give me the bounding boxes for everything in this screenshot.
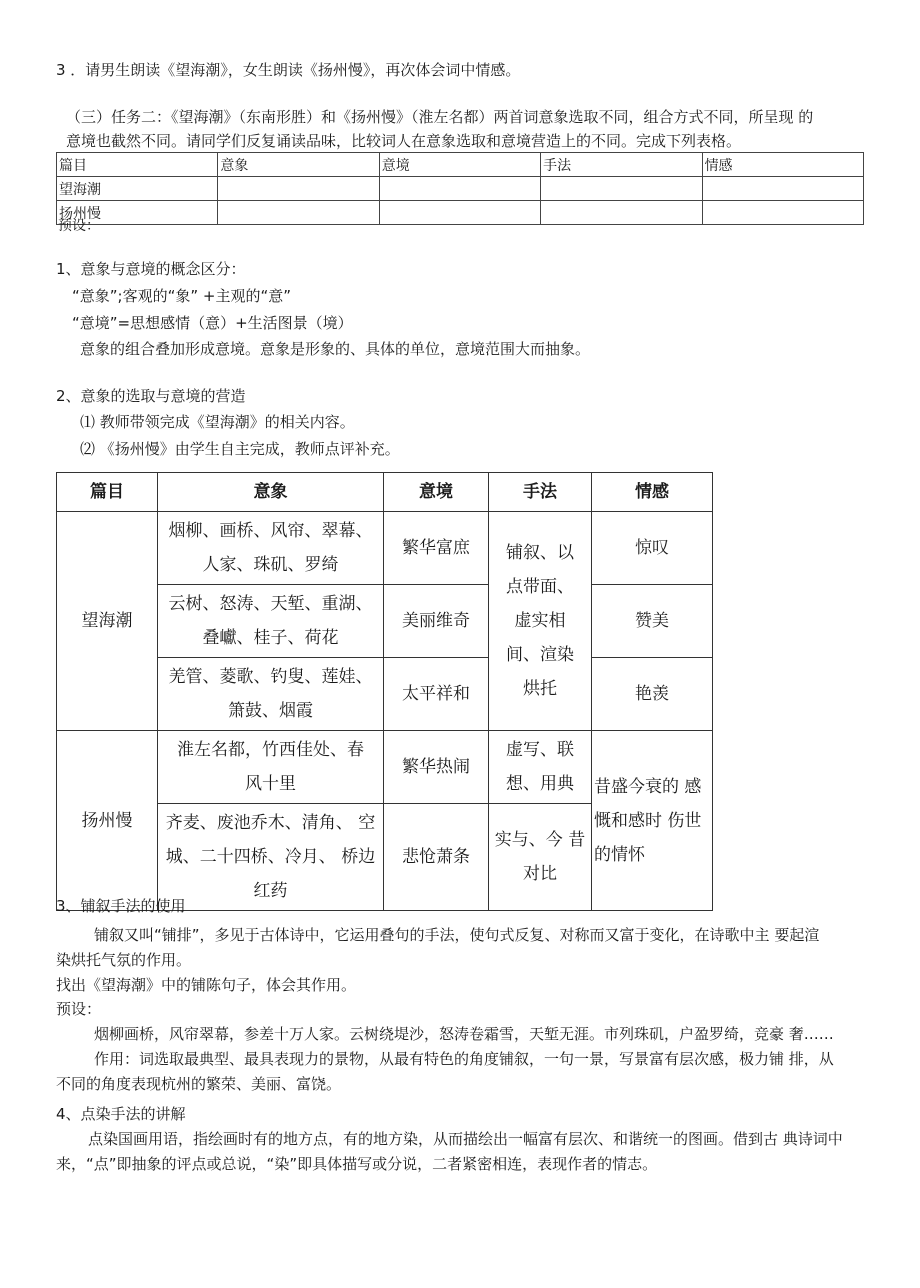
table-header-row	[57, 473, 713, 512]
imagery-cell: 淮左名都，竹西佳处、春 风十里	[158, 731, 384, 804]
table-cell: 扬州慢	[57, 201, 218, 225]
table-cell	[379, 177, 540, 201]
section-4-paragraph: 来，“点”即抽象的评点或总说，“染”即具体描写或分说，二者紧密相连，表现作者的情志。	[56, 1155, 658, 1173]
filled-comparison-table	[56, 472, 713, 911]
emotion-cell: 赞美	[592, 585, 713, 658]
table-row	[57, 731, 713, 804]
section-2-line: ⑴ 教师带领完成《望海潮》的相关内容。	[80, 413, 355, 431]
header-cell: 意境	[379, 153, 540, 177]
mood-cell: 美丽维奇	[384, 585, 489, 658]
table-cell	[379, 201, 540, 225]
section-4-paragraph: 点染国画用语，指绘画时有的地方点，有的地方染，从而描绘出一幅富有层次、和谐统一的图画。借到古 典诗词中	[88, 1130, 843, 1148]
header-cell: 意境	[384, 473, 489, 512]
table-cell: 望海潮	[57, 177, 218, 201]
imagery-cell: 烟柳、画桥、风帘、翠幕、 人家、珠矶、罗绮	[158, 512, 384, 585]
poem-title-cell: 扬州慢	[57, 731, 158, 911]
blank-comparison-table	[56, 152, 864, 225]
emotion-cell: 惊叹	[592, 512, 713, 585]
section-1-line: 意象的组合叠加形成意境。意象是形象的、具体的单位，意境范围大而抽象。	[80, 340, 591, 358]
section-3-paragraph: 铺叙又叫“铺排”，多见于古体诗中，它运用叠句的手法，使句式反复、对称而又富于变化，在诗歌中主 要起渲	[94, 926, 820, 944]
imagery-cell: 羌管、菱歌、钓叟、莲娃、 箫鼓、烟霞	[158, 658, 384, 731]
table-cell	[541, 177, 702, 201]
section-3-title: 3、铺叙手法的使用	[56, 897, 186, 915]
method-cell: 铺叙、以 点带面、 虚实相 间、渲染 烘托	[489, 512, 592, 731]
emotion-cell: 艳羡	[592, 658, 713, 731]
instruction-line-3: 3 ．请男生朗读《望海潮》，女生朗读《扬州慢》，再次体会词中情感。	[56, 61, 521, 79]
section-1-line: “意境”=思想感情（意）+生活图景（境）	[72, 314, 353, 332]
section-3-effect: 作用：词选取最典型、最具表现力的景物，从最有特色的角度铺叙，一句一景，写景富有层次感，极力铺 排，从	[94, 1050, 834, 1068]
section-1-line: “意象”;客观的“象” +主观的“意”	[72, 287, 292, 305]
header-cell: 情感	[592, 473, 713, 512]
section-3-task: 找出《望海潮》中的铺陈句子，体会其作用。	[56, 976, 357, 994]
table-cell	[541, 201, 702, 225]
section-1-title: 1、意象与意境的概念区分：	[56, 260, 246, 278]
header-cell: 意象	[218, 153, 379, 177]
table-cell	[218, 201, 379, 225]
section-3-quote: 烟柳画桥，风帘翠幕，参差十万人家。云树绕堤沙，怒涛卷霜雪，天堑无涯。市列珠矶，户盈罗绮，竞豪 奢……	[94, 1025, 834, 1043]
table-row	[57, 201, 864, 225]
header-cell: 篇目	[57, 153, 218, 177]
section-4-title: 4、点染手法的讲解	[56, 1105, 186, 1123]
header-cell: 手法	[541, 153, 702, 177]
table-header-row	[57, 153, 864, 177]
section-2-title: 2、意象的选取与意境的营造	[56, 387, 246, 405]
table-row	[57, 177, 864, 201]
mood-cell: 繁华富庶	[384, 512, 489, 585]
header-cell: 手法	[489, 473, 592, 512]
preset-label: 预设：	[58, 218, 100, 234]
section-3-paragraph: 染烘托气氛的作用。	[56, 951, 192, 969]
imagery-cell: 云树、怒涛、天堑、重湖、 叠巘、桂子、荷花	[158, 585, 384, 658]
method-cell: 虚写、联 想、用典	[489, 731, 592, 804]
header-cell: 篇目	[57, 473, 158, 512]
task2-paragraph-line2: 意境也截然不同。请同学们反复诵读品味，比较词人在意象选取和意境营造上的不同。完成下列表格。	[66, 132, 742, 150]
table-cell	[702, 201, 863, 225]
section-2-line: ⑵ 《扬州慢》由学生自主完成，教师点评补充。	[80, 440, 400, 458]
table-cell	[218, 177, 379, 201]
preset-label: 预设：	[56, 1000, 102, 1018]
header-cell: 意象	[158, 473, 384, 512]
task2-paragraph-line1: （三）任务二：《望海潮》（东南形胜）和《扬州慢》（淮左名都）两首词意象选取不同，组合方式不同，所呈现 的	[66, 108, 814, 126]
section-3-effect: 不同的角度表现杭州的繁荣、美丽、富饶。	[56, 1075, 342, 1093]
mood-cell: 繁华热闹	[384, 731, 489, 804]
emotion-cell: 昔盛今衰的 感 慨和感时 伤世 的情怀	[592, 731, 713, 911]
method-cell: 实与、今 昔 对比	[489, 804, 592, 911]
table-row	[57, 512, 713, 585]
mood-cell: 悲怆萧条	[384, 804, 489, 911]
imagery-cell: 齐麦、废池乔木、清角、 空 城、二十四桥、冷月、 桥边 红药	[158, 804, 384, 911]
poem-title-cell: 望海潮	[57, 512, 158, 731]
mood-cell: 太平祥和	[384, 658, 489, 731]
header-cell: 情感	[702, 153, 863, 177]
table-cell	[702, 177, 863, 201]
